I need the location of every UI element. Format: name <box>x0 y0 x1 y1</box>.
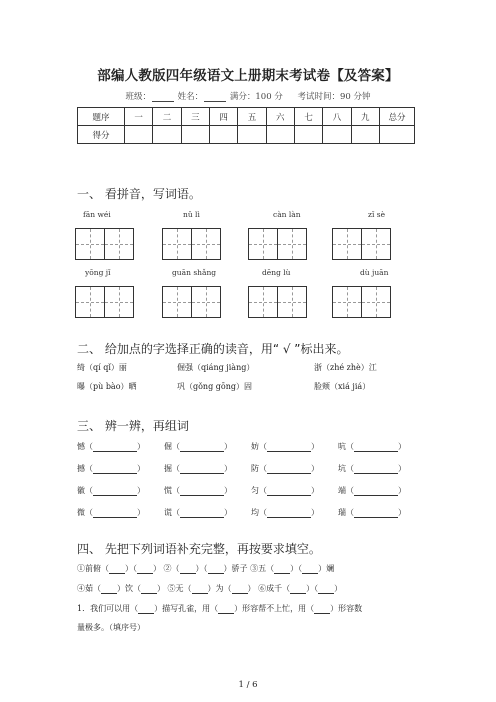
answer-blank[interactable] <box>93 509 137 518</box>
reading-item[interactable]: 绮（qí qǐ）丽 <box>77 363 127 372</box>
score-cell[interactable] <box>181 126 209 144</box>
answer-blank[interactable] <box>267 465 311 474</box>
idiom-text: ）斓 <box>318 564 335 573</box>
idiom-text: ）骄子 ③五（ <box>223 564 275 573</box>
idiom-line-2 <box>77 583 342 594</box>
section-1-heading: 一、 看拼音，写词语。 <box>77 187 201 201</box>
answer-blank[interactable] <box>232 585 248 594</box>
answer-blank[interactable] <box>208 565 224 574</box>
writing-grid[interactable] <box>75 286 134 318</box>
score-table <box>77 107 415 144</box>
answer-blank[interactable] <box>218 605 234 614</box>
answer-blank[interactable] <box>267 509 311 518</box>
char: 徽 <box>77 486 85 495</box>
idiom-line-1 <box>77 563 334 574</box>
score-cell[interactable] <box>153 126 181 144</box>
full-score: 满分：100 分 <box>229 92 283 102</box>
word-row: 撼（ ） 掘（ ） 防（ ） 坑（ ） <box>77 464 406 473</box>
answer-blank[interactable] <box>93 487 137 496</box>
char: 瑞 <box>338 508 346 517</box>
question-text: 1．我们可以用（ <box>77 604 139 613</box>
idiom-text: ①前俯（ <box>77 564 109 573</box>
char: 匀 <box>251 486 259 495</box>
char: 慌 <box>164 486 172 495</box>
page-number: 1 / 6 <box>238 680 258 690</box>
class-blank <box>152 93 174 102</box>
writing-grid[interactable] <box>248 228 307 260</box>
char: 倔 <box>164 442 172 451</box>
page-title: 部编人教版四年级语文上册期末考试卷【及答案】 <box>97 68 399 84</box>
answer-blank[interactable] <box>180 443 224 452</box>
answer-blank[interactable] <box>180 465 224 474</box>
reading-item[interactable]: 巩（gǒng gōng）固 <box>177 382 252 391</box>
pinyin-5: yōng jǐ <box>85 268 111 277</box>
word-row: 憾（ ） 倔（ ） 妨（ ） 吭（ ） <box>77 442 406 451</box>
question-4-1 <box>77 603 362 614</box>
idiom-text: ）为（ <box>207 584 232 593</box>
score-header-cell: 七 <box>294 108 322 126</box>
writing-grid[interactable] <box>332 228 391 260</box>
score-cell[interactable] <box>266 126 294 144</box>
score-row-label: 得分 <box>78 126 125 144</box>
pinyin-6: guān shǎng <box>172 268 217 277</box>
char: 均 <box>251 508 259 517</box>
answer-blank[interactable] <box>93 443 137 452</box>
answer-blank[interactable] <box>180 487 224 496</box>
question-text: ）形容数 <box>330 604 363 613</box>
score-cell[interactable] <box>380 126 415 144</box>
answer-blank[interactable] <box>354 487 398 496</box>
score-header-cell: 总分 <box>380 108 415 126</box>
answer-blank[interactable] <box>354 509 398 518</box>
pinyin-8: dù juān <box>360 268 389 277</box>
answer-blank[interactable] <box>137 565 153 574</box>
score-header-cell: 六 <box>266 108 294 126</box>
char: 吭 <box>338 442 346 451</box>
pinyin-7: dēng lù <box>262 268 291 277</box>
answer-blank[interactable] <box>314 605 330 614</box>
idiom-text: ④茹（ <box>77 584 101 593</box>
answer-blank[interactable] <box>267 487 311 496</box>
score-header-cell: 八 <box>323 108 351 126</box>
idiom-text: ）（ <box>306 584 319 593</box>
answer-blank[interactable] <box>192 585 208 594</box>
section-4-heading: 四、 先把下列词语补充完整，再按要求填空。 <box>77 542 321 556</box>
char: 妨 <box>251 442 259 451</box>
idiom-text: ）饮（ <box>117 584 141 593</box>
char: 防 <box>251 464 259 473</box>
score-cell[interactable] <box>125 126 153 144</box>
score-header-row <box>78 108 415 126</box>
score-cell[interactable] <box>294 126 322 144</box>
idiom-text: ） ②（ <box>153 564 180 573</box>
answer-blank[interactable] <box>101 585 117 594</box>
exam-info <box>0 90 496 102</box>
score-cell[interactable] <box>209 126 237 144</box>
answer-blank[interactable] <box>138 605 154 614</box>
char: 谎 <box>164 508 172 517</box>
section-2-heading: 二、 给加点的字选择正确的读音，用“ √ ”标出来。 <box>77 342 349 356</box>
char: 端 <box>338 486 346 495</box>
pinyin-1: fān wéi <box>83 210 111 219</box>
answer-blank[interactable] <box>290 585 306 594</box>
answer-blank[interactable] <box>274 565 290 574</box>
writing-grid[interactable] <box>162 228 221 260</box>
answer-blank[interactable] <box>354 465 398 474</box>
writing-grid[interactable] <box>75 228 134 260</box>
answer-blank[interactable] <box>318 585 334 594</box>
writing-grid[interactable] <box>332 286 391 318</box>
answer-blank[interactable] <box>302 565 318 574</box>
name-blank <box>204 93 226 102</box>
idiom-text: ）（ <box>125 564 137 573</box>
char: 撼 <box>77 464 85 473</box>
answer-blank[interactable] <box>267 443 311 452</box>
score-header-cell: 题序 <box>78 108 125 126</box>
answer-blank[interactable] <box>93 465 137 474</box>
idiom-text: ） ⑥成千（ <box>247 584 291 593</box>
score-cell[interactable] <box>351 126 379 144</box>
reading-item[interactable]: 浙（zhé zhè）江 <box>314 363 377 372</box>
score-cell[interactable] <box>323 126 351 144</box>
reading-item[interactable]: 脸颊（xiá jiá） <box>314 382 371 391</box>
char: 掘 <box>164 464 172 473</box>
writing-grid[interactable] <box>162 286 221 318</box>
idiom-text: ） ⑤无（ <box>157 584 192 593</box>
reading-item[interactable]: 倔强（qiáng jiàng） <box>177 363 255 372</box>
char: 坑 <box>338 464 346 473</box>
score-cell[interactable] <box>238 126 266 144</box>
question-text: ）形容帮不上忙，用（ <box>234 604 315 613</box>
section-3-heading: 三、 辨一辨，再组词 <box>77 419 189 433</box>
word-row: 微（ ） 谎（ ） 均（ ） 瑞（ ） <box>77 508 406 517</box>
char: 微 <box>77 508 85 517</box>
answer-blank[interactable] <box>109 565 125 574</box>
score-header-cell: 九 <box>351 108 379 126</box>
question-text: ）描写孔雀，用（ <box>154 604 219 613</box>
pinyin-4: zǐ sè <box>368 210 386 219</box>
word-row: 徽（ ） 慌（ ） 匀（ ） 端（ ） <box>77 486 406 495</box>
answer-blank[interactable] <box>141 585 157 594</box>
pinyin-3: càn làn <box>273 210 301 219</box>
question-4-1-cont: 量极多。（填序号） <box>77 623 145 632</box>
score-row <box>78 126 415 144</box>
score-header-cell: 四 <box>209 108 237 126</box>
idiom-text: ）（ <box>290 564 303 573</box>
writing-grid[interactable] <box>248 286 307 318</box>
reading-item[interactable]: 曝（pù bào）晒 <box>77 382 137 391</box>
score-header-cell: 五 <box>238 108 266 126</box>
answer-blank[interactable] <box>180 509 224 518</box>
answer-blank[interactable] <box>354 443 398 452</box>
idiom-text: ）（ <box>195 564 208 573</box>
exam-time: 考试时间：90 分钟 <box>297 92 371 102</box>
score-header-cell: 三 <box>181 108 209 126</box>
class-label: 班级： <box>125 92 151 102</box>
score-header-cell: 一 <box>125 108 153 126</box>
idiom-text: ） <box>334 584 343 593</box>
pinyin-2: nǔ lì <box>183 210 200 219</box>
answer-blank[interactable] <box>180 565 196 574</box>
char: 憾 <box>77 442 85 451</box>
name-label: 姓名： <box>177 92 204 102</box>
score-header-cell: 二 <box>153 108 181 126</box>
